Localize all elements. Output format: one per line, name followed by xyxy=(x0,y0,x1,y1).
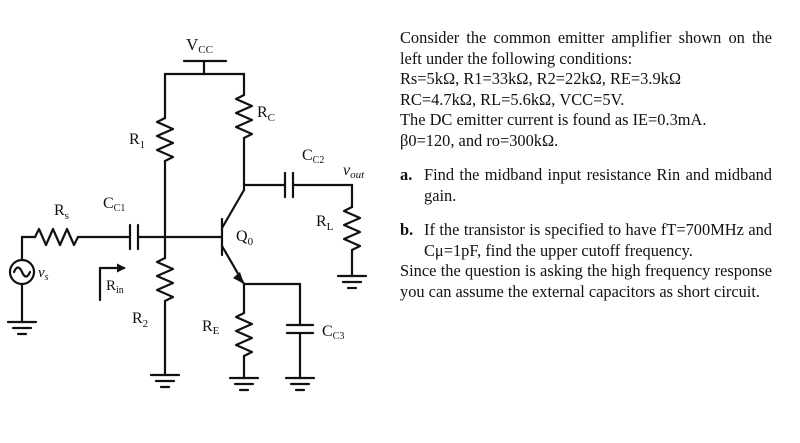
r1-resistor xyxy=(157,118,173,161)
component-values-line-1: Rs=5kΩ, R1=33kΩ, R2=22kΩ, RE=3.9kΩ xyxy=(400,69,682,88)
rl-resistor xyxy=(344,207,360,250)
sine-icon xyxy=(14,268,30,277)
re-resistor xyxy=(236,313,252,356)
vs-label: $v_s$ xyxy=(38,265,49,283)
problem-text xyxy=(400,28,772,302)
part-a-label: a. xyxy=(400,165,413,184)
dc-conditions-line-1: The DC emitter current is found as IE=0.3mA. xyxy=(400,110,707,129)
part-a-text: Find the midband input resistance Rin and midband gain. xyxy=(424,165,772,205)
vcc-label: VCC xyxy=(186,35,213,56)
part-b-text: If the transistor is specified to have fT=700MHz and Cμ=1pF, find the upper cutoff frequency. xyxy=(424,220,772,260)
q0-label: $Q_0$ xyxy=(236,228,254,248)
part-b-label: b. xyxy=(400,220,414,239)
cc3-label: CC3 xyxy=(322,323,345,342)
rl-label: $R_L$ xyxy=(316,213,334,233)
r2-resistor xyxy=(157,258,173,301)
dc-conditions-line-2: β0=120, and ro=300kΩ. xyxy=(400,130,559,150)
rc-label: $R_C$ xyxy=(257,104,276,124)
cc2-label: CC2 xyxy=(302,147,325,166)
problem-intro: Consider the common emitter amplifier shown on the left under the following conditions: xyxy=(400,28,772,68)
rs-resistor xyxy=(35,229,78,245)
rc-resistor xyxy=(236,95,252,138)
arrow-head-icon xyxy=(117,264,126,273)
re-label: RE xyxy=(202,318,220,337)
cc1-label: CC1 xyxy=(103,195,126,214)
component-values-line-2: RC=4.7kΩ, RL=5.6kΩ, VCC=5V. xyxy=(400,89,625,109)
question-part-a xyxy=(400,165,772,206)
r1-label: $R_1$ xyxy=(129,131,146,151)
rin-label: $R_{in}$ xyxy=(106,278,124,296)
r2-label: $R_2$ xyxy=(132,310,149,330)
common-emitter-amplifier-schematic xyxy=(0,0,395,443)
solution-note: Since the question is asking the high frequency response you can assume the external capacitors as short circuit. xyxy=(400,261,772,301)
vout-label: vout xyxy=(343,162,365,181)
emitter-arrow-icon xyxy=(233,272,244,284)
question-part-b xyxy=(400,220,772,261)
rs-label: $R_s$ xyxy=(54,202,69,222)
q0-collector xyxy=(222,190,244,228)
